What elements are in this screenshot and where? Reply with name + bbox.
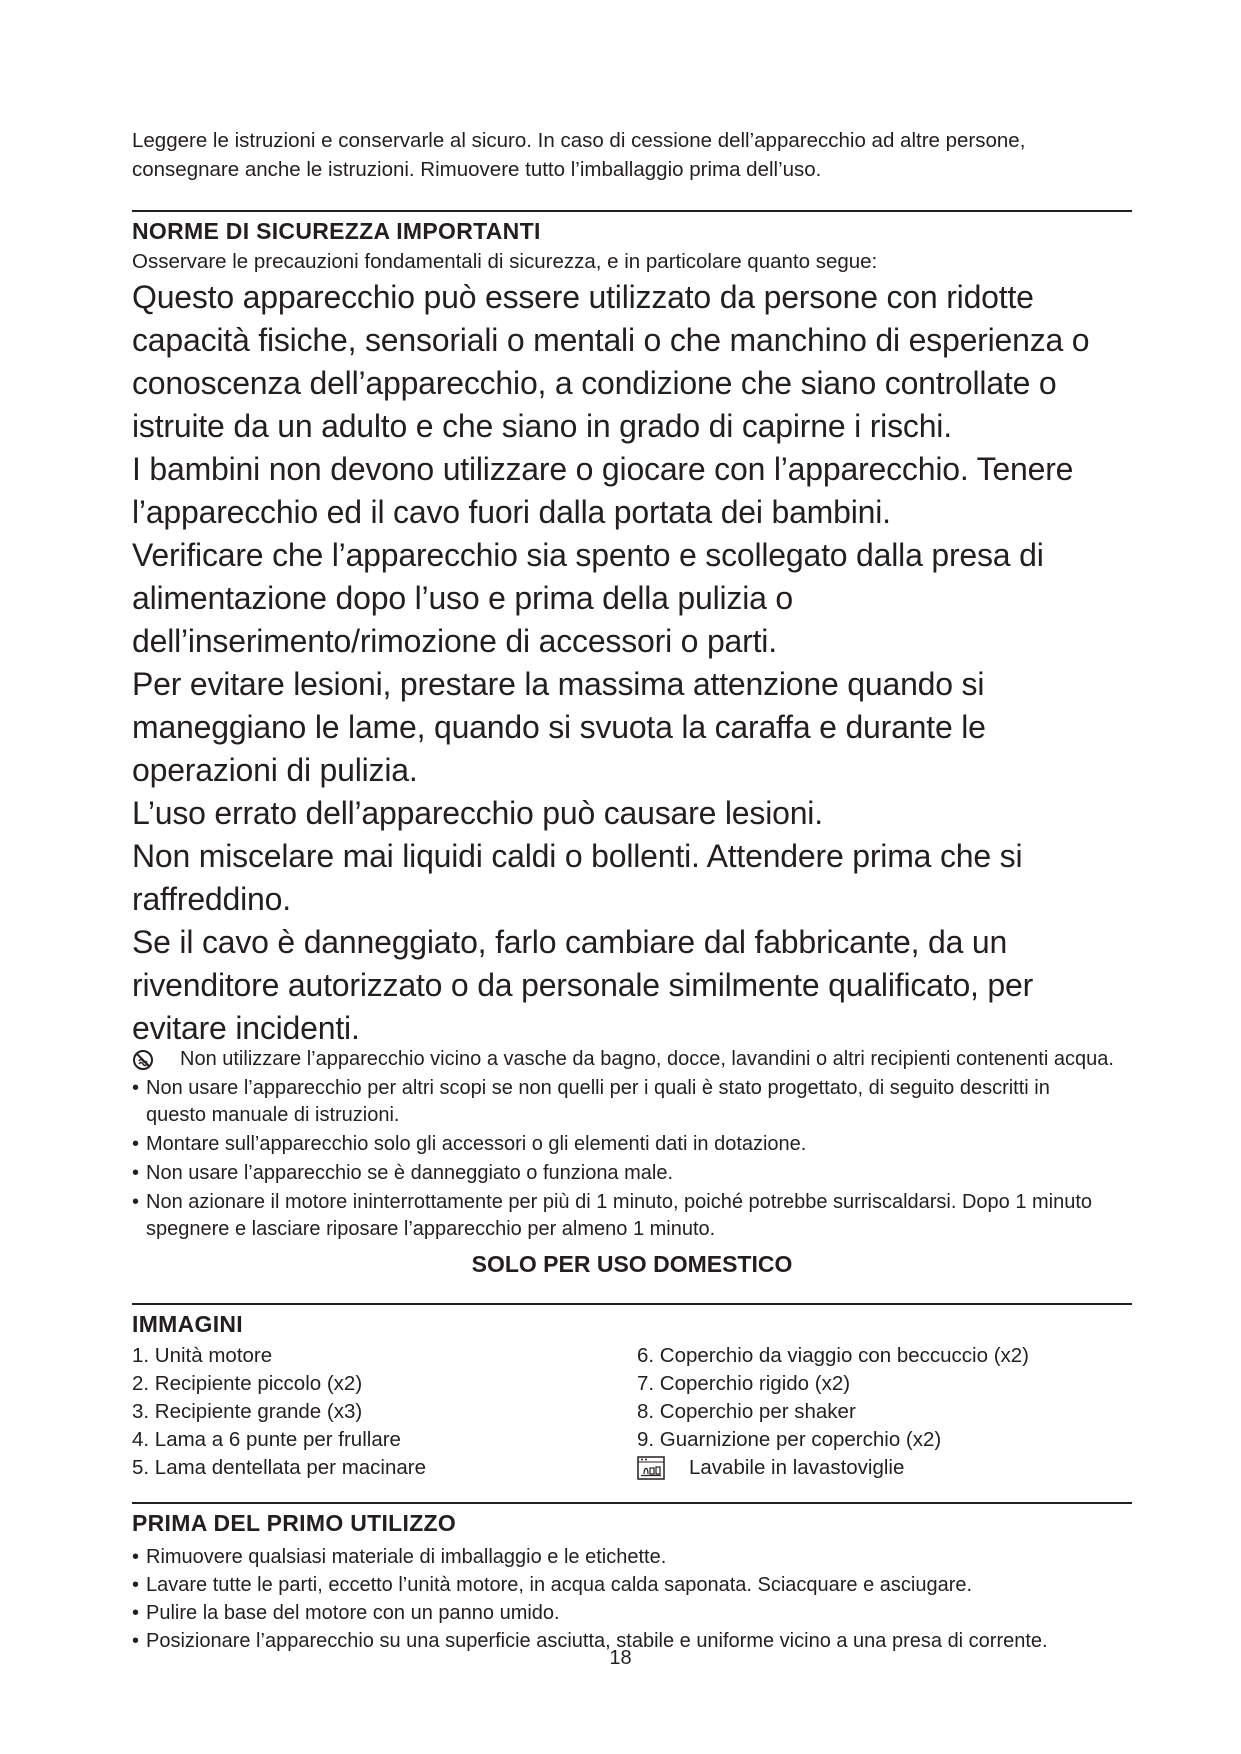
part-item: 7. Coperchio rigido (x2) — [637, 1372, 851, 1395]
bullet-text: Lavare tutte le parti, eccetto l’unità motore, in acqua calda saponata. Sciacquare e asciugare. — [146, 1574, 973, 1596]
bullet-symbol: • — [132, 1162, 140, 1184]
dishwasher-label: Lavabile in lavastoviglie — [689, 1456, 905, 1479]
first-use-bullets — [132, 1543, 1132, 1655]
dishwasher-icon — [637, 1456, 689, 1480]
parts-list — [132, 1342, 1132, 1482]
bullet-text: Posizionare l’apparecchio su una superficie asciutta, stabile e uniforme vicino a una presa di corrente. — [146, 1630, 1048, 1652]
section-divider — [132, 1303, 1132, 1305]
images-title: IMMAGINI — [132, 1311, 243, 1337]
warning-paragraph: L’uso errato dell’apparecchio può causare lesioni. — [132, 795, 823, 831]
page-number: 18 — [609, 1647, 632, 1669]
bullet-item — [132, 1543, 1132, 1571]
bullet-text: Non usare l’apparecchio per altri scopi se non quelli per i quali è stato progettato, di seguito descritti in questo manuale di istruzioni. — [146, 1077, 1050, 1126]
bullet-symbol: • — [132, 1630, 140, 1652]
bullet-item — [132, 1131, 1132, 1158]
safety-warnings — [132, 276, 1132, 1050]
bullet-item — [132, 1075, 1132, 1129]
intro-line: consegnare anche le istruzioni. Rimuovere tutto l’imballaggio prima dell’uso. — [132, 158, 822, 181]
safety-bullets — [132, 1075, 1132, 1243]
bullet-text: Non azionare il motore ininterrottamente per più di 1 minuto, poiché potrebbe surriscaldarsi. Dopo 1 minuto spegnere e lasciare riposare l’apparecchio per almeno 1 minuto. — [146, 1191, 1093, 1240]
bullet-text: Non usare l’apparecchio se è danneggiato o funziona male. — [146, 1162, 674, 1184]
warning-paragraph: Questo apparecchio può essere utilizzato da persone con ridotte capacità fisiche, sensoriali o mentali o che manchino di esperienza o conoscenza dell’apparecchio, a condizione che siano controllate o istruite da un adulto e che siano in grado di capirne i rischi. — [132, 279, 1090, 444]
bullet-text: Montare sull’apparecchio solo gli accessori o gli elementi dati in dotazione. — [146, 1133, 807, 1155]
manual-page — [132, 126, 1132, 1655]
bullet-symbol: • — [132, 1546, 140, 1568]
bullet-symbol: • — [132, 1133, 140, 1155]
warning-paragraph: Se il cavo è danneggiato, farlo cambiare dal fabbricante, da un rivenditore autorizzato o da personale similmente qualificato, per evitare incidenti. — [132, 924, 1034, 1046]
parts-column-left — [132, 1342, 637, 1482]
part-item: 8. Coperchio per shaker — [637, 1400, 856, 1423]
bullet-symbol: • — [132, 1191, 140, 1213]
safety-subtitle: Osservare le precauzioni fondamentali di sicurezza, e in particolare quanto segue: — [132, 250, 878, 273]
parts-column-right — [637, 1342, 1132, 1482]
part-item: 1. Unità motore — [132, 1344, 273, 1367]
water-warning — [132, 1046, 1132, 1073]
water-warning-text: Non utilizzare l’apparecchio vicino a vasche da bagno, docce, lavandini o altri recipienti contenenti acqua. — [180, 1048, 1114, 1070]
household-only-notice: SOLO PER USO DOMESTICO — [471, 1251, 793, 1277]
part-item: 3. Recipiente grande (x3) — [132, 1400, 363, 1423]
part-item: 9. Guarnizione per coperchio (x2) — [637, 1428, 942, 1451]
part-item: 4. Lama a 6 punte per frullare — [132, 1428, 401, 1451]
warning-paragraph: Per evitare lesioni, prestare la massima attenzione quando si maneggiano le lame, quando si svuota la caraffa e durante le operazioni di pulizia. — [132, 666, 986, 788]
bullet-item — [132, 1189, 1132, 1243]
part-item: 6. Coperchio da viaggio con beccuccio (x2) — [637, 1344, 1029, 1367]
part-item: 2. Recipiente piccolo (x2) — [132, 1372, 363, 1395]
intro-text — [132, 126, 1132, 184]
warning-paragraph: Non miscelare mai liquidi caldi o bollenti. Attendere prima che si raffreddino. — [132, 838, 1023, 917]
intro-line: Leggere le istruzioni e conservarle al sicuro. In caso di cessione dell’apparecchio ad altre persone, — [132, 129, 1026, 152]
bullet-text: Rimuovere qualsiasi materiale di imballaggio e le etichette. — [146, 1546, 667, 1568]
bullet-item — [132, 1599, 1132, 1627]
bullet-symbol: • — [132, 1602, 140, 1624]
section-divider — [132, 1502, 1132, 1504]
bullet-text: Pulire la base del motore con un panno umido. — [146, 1602, 560, 1624]
bullet-symbol: • — [132, 1574, 140, 1596]
part-item: 5. Lama dentellata per macinare — [132, 1456, 427, 1479]
first-use-title: PRIMA DEL PRIMO UTILIZZO — [132, 1510, 457, 1536]
section-divider — [132, 210, 1132, 212]
bullet-symbol: • — [132, 1077, 140, 1099]
warning-paragraph: I bambini non devono utilizzare o giocare con l’apparecchio. Tenere l’apparecchio ed il cavo fuori dalla portata dei bambini. — [132, 451, 1074, 530]
warning-paragraph: Verificare che l’apparecchio sia spento e scollegato dalla presa di alimentazione dopo l’uso e prima della pulizia o dell’inserimento/rimozione di accessori o parti. — [132, 537, 1044, 659]
bullet-item — [132, 1571, 1132, 1599]
safety-title: NORME DI SICUREZZA IMPORTANTI — [132, 218, 541, 244]
no-water-icon — [132, 1046, 180, 1073]
dishwasher-note — [637, 1454, 1132, 1482]
bullet-item — [132, 1160, 1132, 1187]
